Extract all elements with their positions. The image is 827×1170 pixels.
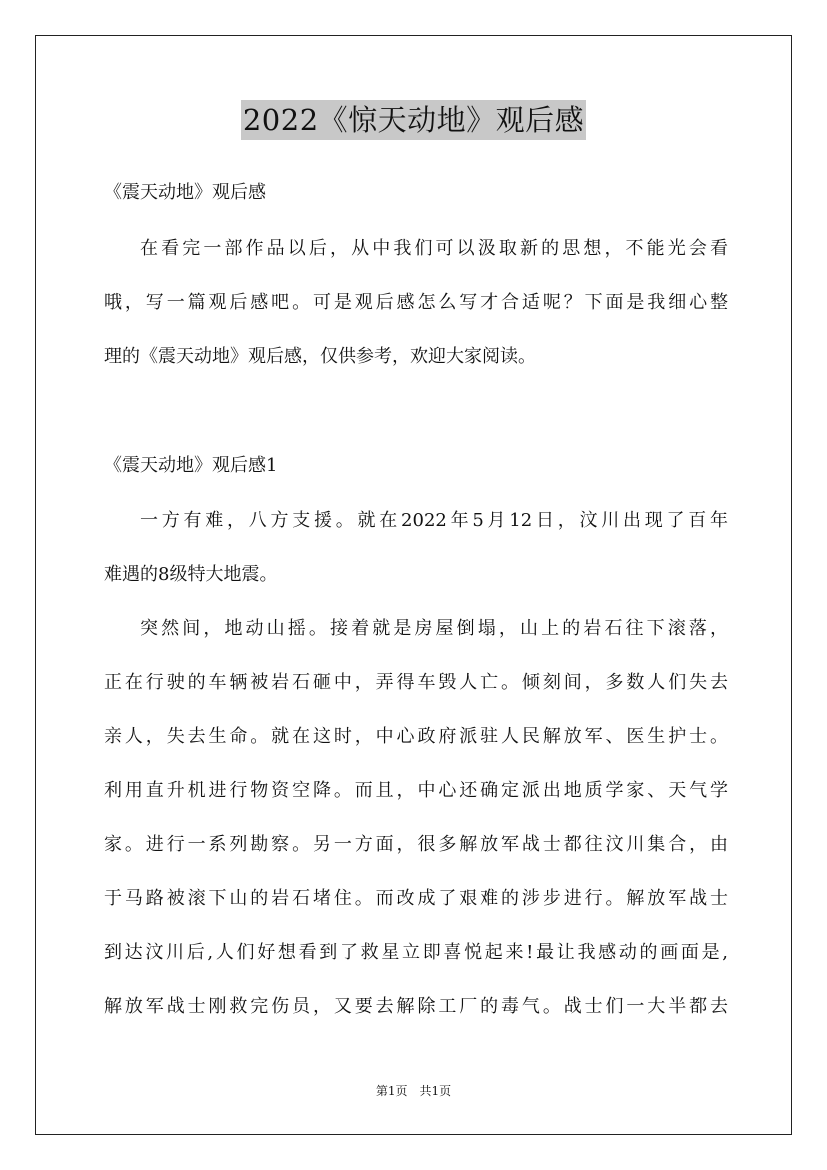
intro-line-3: 理的《震天动地》观后感，仅供参考，欢迎大家阅读。 bbox=[104, 346, 536, 367]
para2-line-1: 突然间，地动山摇。接着就是房屋倒塌，山上的岩石往下滚落， bbox=[140, 618, 728, 639]
para2-line-3: 亲人，失去生命。就在这时，中心政府派驻人民解放军、医生护士。 bbox=[104, 726, 728, 747]
page-footer: 第1页 共1页 bbox=[375, 1084, 452, 1098]
para2-line-7: 到达汶川后,人们好想看到了救星立即喜悦起来!最让我感动的画面是, bbox=[104, 942, 728, 963]
para2-line-5: 家。进行一系列勘察。另一方面，很多解放军战士都往汶川集合，由 bbox=[104, 834, 728, 855]
section-heading: 《震天动地》观后感1 bbox=[104, 455, 278, 476]
para1-line-2: 难遇的8级特大地震。 bbox=[104, 564, 278, 585]
para1-line-1: 一方有难，八方支援。就在2022年5月12日，汶川出现了百年 bbox=[140, 510, 728, 531]
intro-line-2: 哦，写一篇观后感吧。可是观后感怎么写才合适呢？下面是我细心整 bbox=[104, 292, 728, 313]
para2-line-2: 正在行驶的车辆被岩石砸中，弄得车毁人亡。倾刻间，多数人们失去 bbox=[104, 672, 728, 693]
main-heading: 《震天动地》观后感 bbox=[104, 182, 266, 203]
intro-line-1: 在看完一部作品以后，从中我们可以汲取新的思想，不能光会看 bbox=[140, 238, 728, 259]
para2-line-4: 利用直升机进行物资空降。而且，中心还确定派出地质学家、天气学 bbox=[104, 780, 728, 801]
para2-line-8: 解放军战士刚救完伤员，又要去解除工厂的毒气。战士们一大半都去 bbox=[104, 996, 728, 1017]
para2-line-6: 于马路被滚下山的岩石堵住。而改成了艰难的涉步进行。解放军战士 bbox=[104, 888, 728, 909]
document-title: 2022《惊天动地》观后感 bbox=[241, 100, 586, 140]
title-container bbox=[0, 100, 827, 140]
